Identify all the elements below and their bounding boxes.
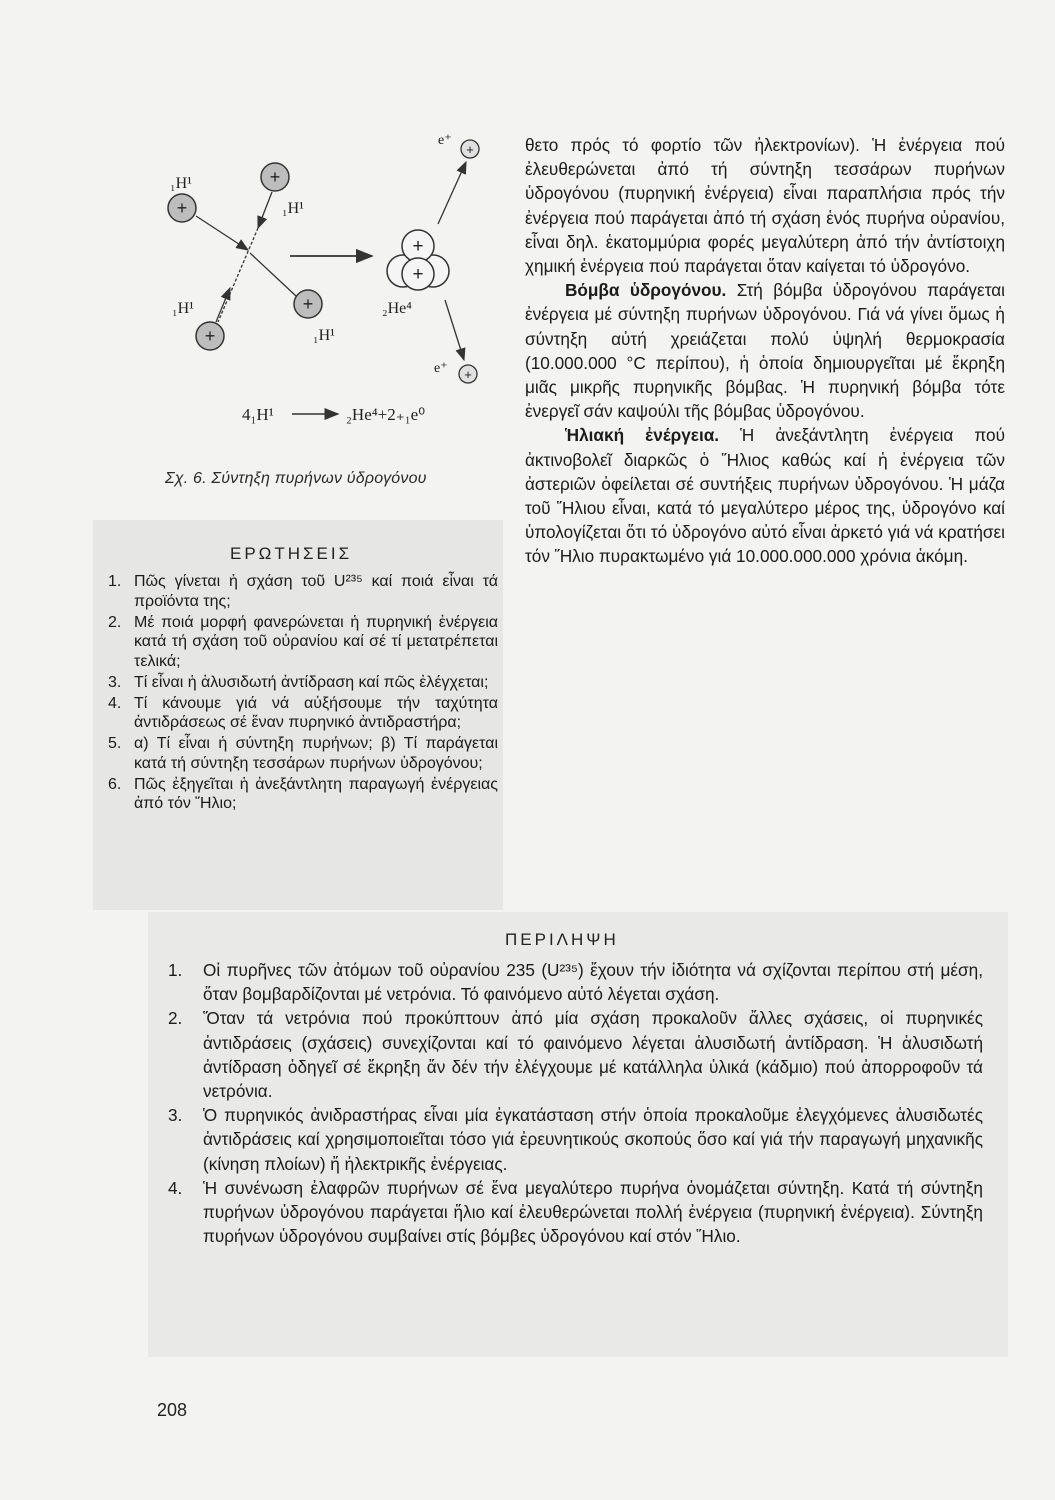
arrow-line-5 — [216, 288, 230, 322]
svg-text:+: + — [466, 142, 474, 157]
svg-text:+: + — [302, 294, 314, 314]
svg-text:+: + — [176, 198, 188, 218]
summary-number: 4. — [168, 1177, 183, 1198]
figure-caption: Σχ. 6. Σύντηξη πυρήνων ύδρογόνου — [165, 470, 427, 487]
right-column-text — [525, 133, 1005, 569]
question-number: 4. — [108, 694, 122, 712]
fusion-diagram — [150, 128, 495, 458]
summary-item — [168, 1103, 983, 1176]
question-item — [108, 775, 498, 814]
label-h1-bottom-left: ₁H¹ — [172, 300, 194, 317]
fusion-diagram-svg — [150, 128, 495, 458]
label-h1-bottom-right: ₁H¹ — [313, 327, 335, 344]
question-number: 6. — [108, 775, 122, 793]
arrow-line-2 — [250, 253, 296, 296]
question-text: Πῶς γίνεται ἡ σχάση τοῦ U²³⁵ καί ποιά εἶναι τά προϊόντα της; — [134, 573, 498, 610]
summary-text: Ὁ πυρηνικός ἀνιδραστήρας εἶναι μία ἐγκατάσταση στήν ὁποία προκαλοῦμε ἐλεγχόμενες ἁλυσιδωτές ἀντιδράσεις καί χρησιμοποιεῖται τόσο γιά ἐρευνητικούς σκοπούς ὅσο καί γιά τήν παραγωγή μηχανικῆς (κίνηση πλοίων) ἤ ἠλεκτρικῆς ἐνέργειας. — [203, 1105, 983, 1174]
svg-text:+: + — [269, 167, 281, 187]
questions-list — [108, 572, 498, 815]
question-text: Πῶς ἐξηγεῖται ἡ ἀνεξάντλητη παραγωγή ἐνέργειας ἀπό τόν Ἥλιο; — [134, 775, 498, 813]
helium-nucleus — [387, 230, 449, 290]
positron-bottom-arrow — [445, 300, 464, 360]
summary-title: ΠΕΡΙΛΗΨΗ — [505, 930, 619, 949]
question-text: Τί κάνουμε γιά νά αὐξήσουμε τήν ταχύτητα ἀντιδράσεως σέ ἕναν πυρηνικό ἀντιδραστήρα; — [134, 694, 498, 732]
question-item — [108, 734, 498, 773]
text-hydrogen-bomb: Στή βόμβα ὑδρογόνου παράγεται ἐνέργεια μέ σύντηξη πυρήνων ὑδρογόνου. Γιά νά γίνει ὅμως ἡ σύντηξη αὐτή χρειάζεται πολύ ὑψηλή θερμοκρασία (10.000.000 °C περίπου), ἡ ὁποία δημιουργεῖται μέ ἔκρηξη μιᾶς μικρῆς πυρηνικῆς βόμβας. Ἡ πυρηνική βόμβα τότε ἐνεργεῖ σάν καψούλι τῆς βόμβας ὑδρογόνου. — [525, 280, 1005, 422]
arrow-line-1 — [196, 216, 248, 250]
label-positron-bottom: e⁺ — [434, 361, 448, 376]
paragraph-solar-energy — [525, 423, 1005, 568]
arrow-line-3 — [258, 192, 272, 228]
proton-bottom-left — [196, 322, 224, 350]
summary-list — [168, 958, 983, 1248]
label-he4: ₂He⁴ — [382, 300, 412, 317]
questions-title: ΕΡΩΤΗΣΕΙΣ — [230, 544, 353, 563]
arrow-line-4 — [218, 228, 258, 322]
positron-top — [461, 140, 479, 158]
proton-top-left — [168, 194, 196, 222]
summary-number: 3. — [168, 1105, 183, 1126]
question-item — [108, 572, 498, 611]
summary-text: Ὅταν τά νετρόνια πού προκύπτουν ἀπό μία σχάση προκαλοῦν ἄλλες σχάσεις, οἱ πυρηνικές ἀντιδράσεις (σχάσεις) συνεχίζονται καί τό φαινόμενο λέγεται ἁλυσιδωτή ἀντίδραση. Ἡ ἁλυσιδωτή ἀντίδραση ὁδηγεῖ σέ ἔκρηξη ἄν δέν τήν ἐλέγχουμε μέ κατάλληλα ὑλικά (κάδμιο) πού ἀπορροφοῦν τά νετρόνια. — [203, 1008, 983, 1102]
question-text: Μέ ποιά μορφή φανερώνεται ἡ πυρηνική ἐνέργεια κατά τή σχάση τοῦ οὐρανίου καί σέ τί μετατρέπεται τελικά; — [134, 613, 498, 670]
question-number: 1. — [108, 573, 122, 590]
summary-item — [168, 1176, 983, 1249]
svg-text:+: + — [204, 326, 216, 346]
heading-hydrogen-bomb: Βόμβα ὑδρογόνου. — [565, 280, 727, 301]
label-h1-top-right: ₁H¹ — [282, 200, 304, 217]
paragraph-energy: θετο πρός τό φορτίο τῶν ἠλεκτρονίων). Ἡ ἐνέργεια πού ἐλευθερώνεται ἀπό τή σύντηξη τεσσάρων πυρήνων ὑδρογόνου (πυρηνική ἐνέργεια) εἶναι παραπλήσια πρός τήν ἐνέργεια πού παράγεται ἀπό τή σχάση ἑνός πυρήνα οὐρανίου, εἶναι δηλ. ἑκατομμύρια φορές μεγαλύτερη ἀπό τήν ἀντίστοιχη χημική ἐνέργεια πού παράγεται ὅταν καίγεται τό ὑδρογόνο. — [525, 135, 1005, 277]
text-solar-energy: Ἡ ἀνεξάντλητη ἐνέργεια πού ἀκτινοβολεῖ διαρκῶς ὁ Ἥλιος καθώς καί ἡ ἐνέργεια τῶν ἀστεριῶν ὀφείλεται σέ συντήξεις πυρήνων ὑδρογόνου. Ἡ μάζα τοῦ Ἥλιου εἶναι, κατά τό μεγαλύτερο μέρος της, ὑδρογόνο καί ὑπολογίζεται ὅτι τό ὑδρογόνο αὐτό εἶναι ἀρκετό γιά νά κρατήσει τόν Ἥλιο πυρακτωμένο γιά 10.000.000.000 χρόνια ἀκόμη. — [525, 425, 1005, 567]
proton-top-middle — [261, 163, 289, 191]
summary-number: 1. — [168, 960, 183, 980]
question-text: α) Τί εἶναι ἡ σύντηξη πυρήνων; β) Τί παράγεται κατά τή σύντηξη τεσσάρων πυρήνων ὑδρογόνου; — [134, 735, 498, 772]
svg-text:+: + — [464, 367, 472, 382]
svg-text:+: + — [412, 264, 424, 285]
summary-number: 2. — [168, 1008, 183, 1029]
equation-right: ₂He⁴+2₊₁e⁰ — [346, 405, 426, 424]
question-text: Τί εἶναι ἡ ἁλυσιδωτή ἀντίδραση καί πῶς ἐλέγχεται; — [134, 673, 489, 691]
question-number: 2. — [108, 613, 122, 631]
positron-bottom — [459, 365, 477, 383]
question-item — [108, 673, 498, 693]
paragraph-hydrogen-bomb — [525, 278, 1005, 423]
question-number: 3. — [108, 673, 122, 691]
label-h1-top-left: ₁H¹ — [170, 175, 192, 192]
positron-top-arrow — [438, 162, 466, 224]
page-number: 208 — [157, 1400, 188, 1420]
svg-text:+: + — [412, 236, 424, 257]
summary-item — [168, 1006, 983, 1103]
summary-text: Ἡ συνένωση ἐλαφρῶν πυρήνων σέ ἕνα μεγαλύτερο πυρήνα ὀνομάζεται σύντηξη. Κατά τή σύντηξη πυρήνων ὑδρογόνου παράγεται ἥλιο καί ἐλευθερώνεται πολλή ἐνέργεια (πυρηνική ἐνέργεια). Σύντηξη πυρήνων ὑδρογόνου συμβαίνει στίς βόμβες ὑδρογόνου καί στόν Ἥλιο. — [203, 1177, 983, 1247]
question-item — [108, 694, 498, 733]
question-item — [108, 613, 498, 672]
equation-left: 4₁H¹ — [242, 405, 274, 424]
heading-solar-energy: Ἡλιακή ἐνέργεια. — [565, 425, 720, 446]
question-number: 5. — [108, 735, 122, 753]
label-positron-top: e⁺ — [438, 133, 452, 148]
proton-bottom-middle — [294, 290, 322, 318]
summary-item — [168, 958, 983, 1006]
summary-text: Οἱ πυρῆνες τῶν ἀτόμων τοῦ οὐρανίου 235 (U²³⁵) ἔχουν τήν ἰδιότητα νά σχίζονται περίπου στή μέση, ὅταν βομβαρδίζονται μέ νετρόνια. Τό φαινόμενο αὐτό λέγεται σχάση. — [203, 960, 983, 1005]
